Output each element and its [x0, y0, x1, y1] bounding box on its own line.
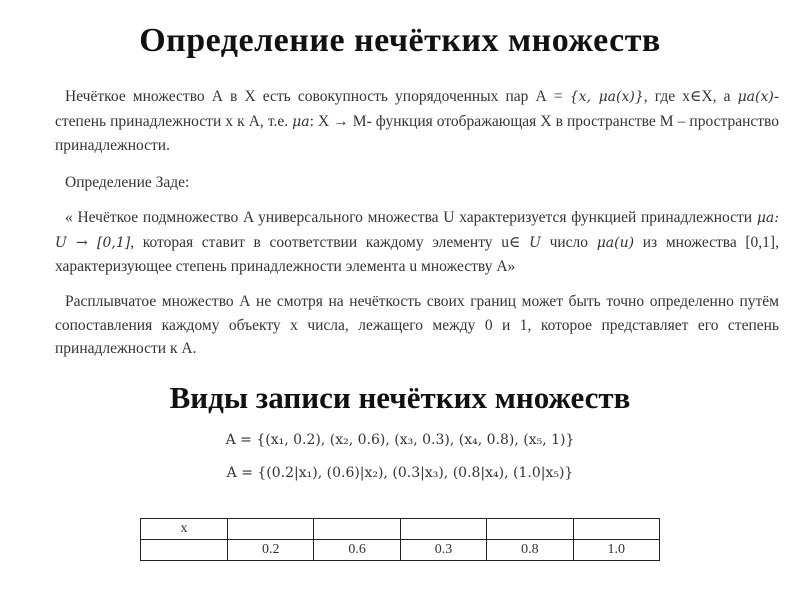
page-title: Определение нечётких множеств: [139, 22, 661, 59]
formula: U: [529, 234, 541, 251]
table-cell: [573, 519, 659, 540]
text: « Нечёткое подмножество A универсального множества U характеризуется функцией принадлежности: [65, 209, 757, 226]
table-cell: 1.0: [573, 540, 659, 561]
text: : X → M- функция отображающая X в пространстве M – пространство принадлежности.: [55, 112, 779, 154]
membership-table: [140, 518, 660, 561]
table-cell: 0.3: [400, 540, 486, 561]
formula: μa: [292, 113, 310, 130]
formula-fractions: A = {(0.2|x₁), (0.6)|x₂), (0.3|x₃), (0.8|x₄), (1.0|x₅)}: [226, 465, 574, 481]
formula: μa(u): [596, 234, 635, 251]
table-cell: [314, 519, 400, 540]
text: , где x∈X, а: [643, 88, 738, 105]
formula: μa(x): [737, 89, 774, 105]
table-cell: [228, 519, 314, 540]
table-row: [141, 540, 660, 561]
table-cell: [400, 519, 486, 540]
table-cell: [141, 540, 228, 561]
paragraph-definition: [55, 85, 779, 158]
table-cell: 0.2: [228, 540, 314, 561]
formula: {x, μa(x)}: [569, 89, 644, 105]
table-cell: 0.6: [314, 540, 400, 561]
formula-pairs: A = {(x₁, 0.2), (x₂, 0.6), (x₃, 0.3), (x₄, 0.8), (x₅, 1)}: [225, 432, 575, 448]
text: из множества [0,1], характеризующее степень принадлежности элемента u множеству А»: [55, 233, 779, 275]
table-row: [141, 519, 660, 540]
text: число: [540, 233, 597, 251]
section-title: Виды записи нечётких множеств: [169, 380, 631, 415]
text: , которая ставит в соответствии каждому элементу u∈: [130, 233, 530, 251]
formula: μa: U → [0,1]: [55, 210, 779, 251]
paragraph-fuzzy-set: Расплывчатое множество А не смотря на нечёткость своих границ может быть точно определенно путём сопоставления каждому объекту x числа, лежащего между 0 и 1, которое представляет его степень принадлежности к А.: [55, 293, 779, 357]
text: Нечёткое множество А в X есть совокупность упорядоченных пар А =: [65, 88, 570, 105]
table-cell: [487, 519, 573, 540]
paragraph-zadeh-definition: [55, 206, 779, 279]
text: - степень принадлежности x к А, т.е.: [55, 88, 780, 130]
paragraph-zadeh-heading: Определение Заде:: [65, 174, 190, 191]
table-cell: 0.8: [487, 540, 573, 561]
table-header-cell: x: [141, 519, 228, 540]
